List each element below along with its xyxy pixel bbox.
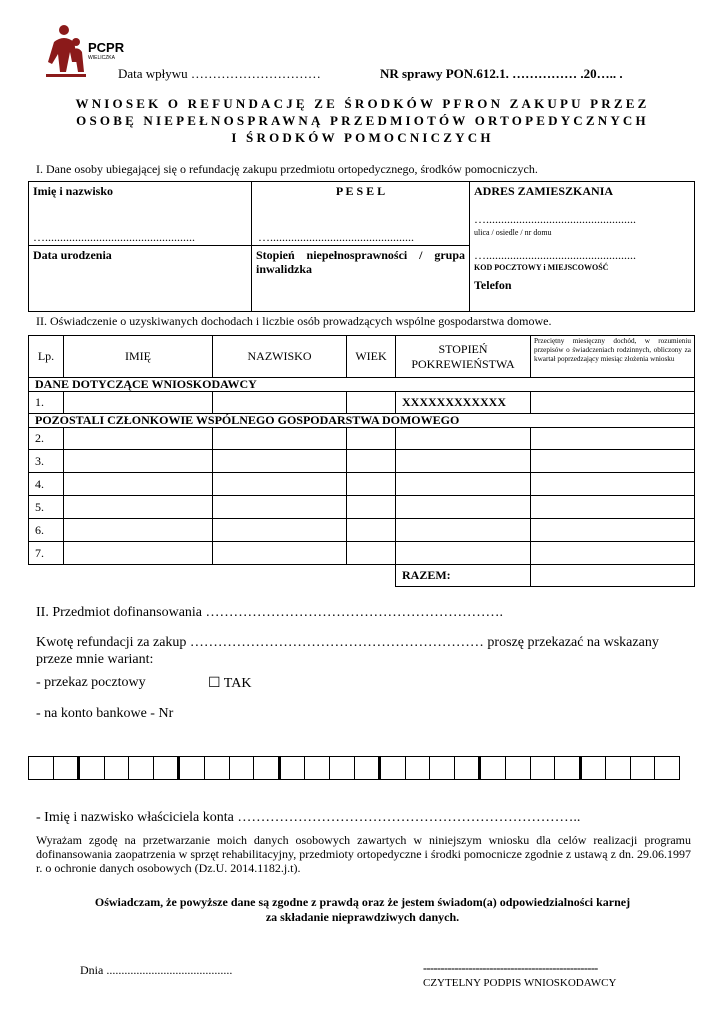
- member-surname-input[interactable]: [213, 450, 347, 473]
- account-digit-cell[interactable]: [505, 757, 530, 779]
- dob-cell[interactable]: [29, 246, 252, 312]
- account-digit-cell[interactable]: [128, 757, 153, 779]
- blank-cell: [29, 565, 64, 587]
- account-digit-cell[interactable]: [554, 757, 579, 779]
- consent-text: Wyrażam zgodę na przetwarzanie moich danych osobowych zawartych w niniejszym wniosku dla celów realizacji programu dofinansowania zaopatrzenia w sprzęt rehabilitacyjny, przedmioty ortopedyczne i środki pomocnicze zgodnie z ustawą z dn. 29.06.1997 r. o ochronie danych osobowych (Dz.U. 2014.1182.j.t).: [36, 833, 691, 875]
- row-lp: 4.: [29, 473, 64, 496]
- account-digit-cell[interactable]: [378, 757, 405, 779]
- row-lp: 3.: [29, 450, 64, 473]
- member-name-input[interactable]: [64, 542, 213, 565]
- member-relation-input[interactable]: [396, 428, 531, 450]
- signature-label: CZYTELNY PODPIS WNIOSKODAWCY: [423, 977, 617, 989]
- account-digit-cell[interactable]: [329, 757, 354, 779]
- member-income-input[interactable]: [531, 450, 695, 473]
- member-name-input[interactable]: [64, 496, 213, 519]
- col-name: IMIĘ: [64, 336, 213, 378]
- account-digit-cell[interactable]: [204, 757, 229, 779]
- table-row: [29, 450, 695, 473]
- blank-cell: [64, 565, 213, 587]
- account-digit-cell[interactable]: [229, 757, 254, 779]
- member-relation-input[interactable]: [396, 450, 531, 473]
- name-label: Imię i nazwisko: [33, 184, 114, 198]
- applicant-name-input[interactable]: [64, 392, 213, 414]
- account-digit-cell[interactable]: [654, 757, 679, 779]
- member-relation-input[interactable]: [396, 473, 531, 496]
- name-cell[interactable]: [29, 182, 252, 246]
- applicant-surname-input[interactable]: [213, 392, 347, 414]
- account-digit-cell[interactable]: [177, 757, 204, 779]
- member-surname-input[interactable]: [213, 519, 347, 542]
- table-row: [29, 519, 695, 542]
- row-lp: 7.: [29, 542, 64, 565]
- member-surname-input[interactable]: [213, 542, 347, 565]
- sign-date-field: Dnia ..........................................: [80, 963, 233, 977]
- form-title-line2: OSOBĘ NIEPEŁNOSPRAWNĄ PRZEDMIOTÓW ORTOPEDYCZNYCH: [76, 113, 649, 128]
- account-digit-cell[interactable]: [354, 757, 379, 779]
- account-digit-cell[interactable]: [278, 757, 305, 779]
- phone-label: Telefon: [474, 278, 512, 292]
- case-number-field: NR sprawy PON.612.1. …………… .20….. .: [380, 66, 623, 81]
- member-name-input[interactable]: [64, 428, 213, 450]
- account-owner-field: - Imię i nazwisko właściciela konta ………………………………………………………………..: [36, 810, 581, 825]
- member-name-input[interactable]: [64, 519, 213, 542]
- logo-text: PCPR: [88, 40, 125, 55]
- intake-date-field: Data wpływu …………………………: [118, 66, 321, 81]
- col-relation: STOPIEŃ POKREWIEŃSTWA: [396, 336, 531, 378]
- table-row: [29, 496, 695, 519]
- city-hint: KOD POCZTOWY i MIEJSCOWOŚĆ: [474, 263, 609, 272]
- applicant-data-table: [28, 181, 695, 312]
- declaration-line2: za składanie nieprawdziwych danych.: [265, 910, 460, 924]
- applicant-relation-value: XXXXXXXXXXXX: [396, 392, 531, 414]
- member-surname-input[interactable]: [213, 473, 347, 496]
- account-digit-cell[interactable]: [77, 757, 104, 779]
- blank-cell: [213, 565, 347, 587]
- total-label: RAZEM:: [396, 565, 531, 587]
- applicant-income-input[interactable]: [531, 392, 695, 414]
- disability-cell[interactable]: [252, 246, 470, 312]
- applicant-row-lp: 1.: [29, 392, 64, 414]
- account-digit-cell[interactable]: [605, 757, 630, 779]
- member-age-input[interactable]: [347, 450, 396, 473]
- col-income: Przeciętny miesięczny dochód, w rozumieniu przepisów o świadczeniach rodzinnych, obliczony za kwartał poprzedzający miesiąc złożenia wniosku: [531, 336, 695, 378]
- logo-subtext: WIELICZKA: [88, 55, 115, 61]
- account-digit-cell[interactable]: [579, 757, 606, 779]
- member-income-input[interactable]: [531, 473, 695, 496]
- pesel-dots: …................................................: [258, 230, 414, 244]
- account-digit-cell[interactable]: [405, 757, 430, 779]
- account-digit-cell[interactable]: [304, 757, 329, 779]
- blank-cell: [347, 565, 396, 587]
- subject-field: II. Przedmiot dofinansowania ……………………………………………………….: [36, 605, 504, 620]
- household-table: [28, 335, 695, 587]
- table-row: [29, 428, 695, 450]
- account-digit-cell[interactable]: [530, 757, 555, 779]
- applicant-section-header: DANE DOTYCZĄCE WNIOSKODAWCY: [29, 378, 695, 392]
- amount-line2: przeze mnie wariant:: [36, 652, 154, 667]
- row-lp: 2.: [29, 428, 64, 450]
- total-income-input[interactable]: [531, 565, 695, 587]
- member-age-input[interactable]: [347, 496, 396, 519]
- member-income-input[interactable]: [531, 496, 695, 519]
- amount-line1: Kwotę refundacji za zakup ……………………………………………………… proszę przekazać na wskazany: [36, 635, 659, 650]
- postal-order-label: - przekaz pocztowy: [36, 675, 146, 690]
- bank-account-input-grid[interactable]: [28, 756, 680, 780]
- col-age: WIEK: [347, 336, 396, 378]
- address-label: ADRES ZAMIESZKANIA: [474, 184, 614, 198]
- account-digit-cell[interactable]: [28, 757, 53, 779]
- member-relation-input[interactable]: [396, 496, 531, 519]
- street-dots: …..................................................: [474, 212, 636, 226]
- disability-label: Stopień niepełnosprawności / grupa inwalidzka: [256, 248, 465, 276]
- applicant-age-input[interactable]: [347, 392, 396, 414]
- member-income-input[interactable]: [531, 428, 695, 450]
- street-hint: ulica / osiedle / nr domu: [474, 228, 552, 237]
- col-surname: NAZWISKO: [213, 336, 347, 378]
- member-surname-input[interactable]: [213, 428, 347, 450]
- form-title-line1: WNIOSEK O REFUNDACJĘ ZE ŚRODKÓW PFRON ZAKUPU PRZEZ: [75, 96, 650, 111]
- member-relation-input[interactable]: [396, 519, 531, 542]
- member-age-input[interactable]: [347, 542, 396, 565]
- member-name-input[interactable]: [64, 473, 213, 496]
- account-digit-cell[interactable]: [478, 757, 505, 779]
- member-surname-input[interactable]: [213, 496, 347, 519]
- member-age-input[interactable]: [347, 473, 396, 496]
- table-row: [29, 542, 695, 565]
- member-age-input[interactable]: [347, 519, 396, 542]
- account-digit-cell[interactable]: [53, 757, 78, 779]
- member-relation-input[interactable]: [396, 542, 531, 565]
- name-dots: …..................................................: [33, 230, 195, 244]
- city-dots: …..................................................: [474, 248, 636, 262]
- row-lp: 6.: [29, 519, 64, 542]
- section1-heading: I. Dane osoby ubiegającej się o refundację zakupu przedmiotu ortopedycznego, środków pomocniczych.: [36, 162, 538, 176]
- table-row: [29, 473, 695, 496]
- postal-order-checkbox[interactable]: ☐ TAK: [208, 676, 252, 691]
- declaration-line1: Oświadczam, że powyższe dane są zgodne z prawdą oraz że jestem świadom(a) odpowiedzialności karnej: [94, 895, 631, 909]
- account-digit-cell[interactable]: [454, 757, 479, 779]
- member-income-input[interactable]: [531, 519, 695, 542]
- member-name-input[interactable]: [64, 450, 213, 473]
- address-cell[interactable]: [470, 182, 695, 312]
- account-digit-cell[interactable]: [104, 757, 129, 779]
- form-title-line3: I ŚRODKÓW POMOCNICZYCH: [231, 130, 494, 145]
- col-lp: Lp.: [29, 336, 64, 378]
- bank-account-label: - na konto bankowe - Nr: [36, 706, 174, 721]
- pesel-cell[interactable]: [252, 182, 470, 246]
- signature-line[interactable]: --------------------------------------------------: [423, 961, 598, 975]
- section2-heading: II. Oświadczenie o uzyskiwanych dochodach i liczbie osób prowadzących wspólne gospodarstwa domowe.: [36, 314, 552, 328]
- dob-label: Data urodzenia: [33, 248, 112, 262]
- account-digit-cell[interactable]: [253, 757, 278, 779]
- account-digit-cell[interactable]: [429, 757, 454, 779]
- account-digit-cell[interactable]: [153, 757, 178, 779]
- account-digit-cell[interactable]: [630, 757, 655, 779]
- household-section-header: POZOSTALI CZŁONKOWIE WSPÓLNEGO GOSPODARSTWA DOMOWEGO: [29, 414, 695, 428]
- pesel-label: P E S E L: [335, 184, 386, 198]
- member-age-input[interactable]: [347, 428, 396, 450]
- member-income-input[interactable]: [531, 542, 695, 565]
- row-lp: 5.: [29, 496, 64, 519]
